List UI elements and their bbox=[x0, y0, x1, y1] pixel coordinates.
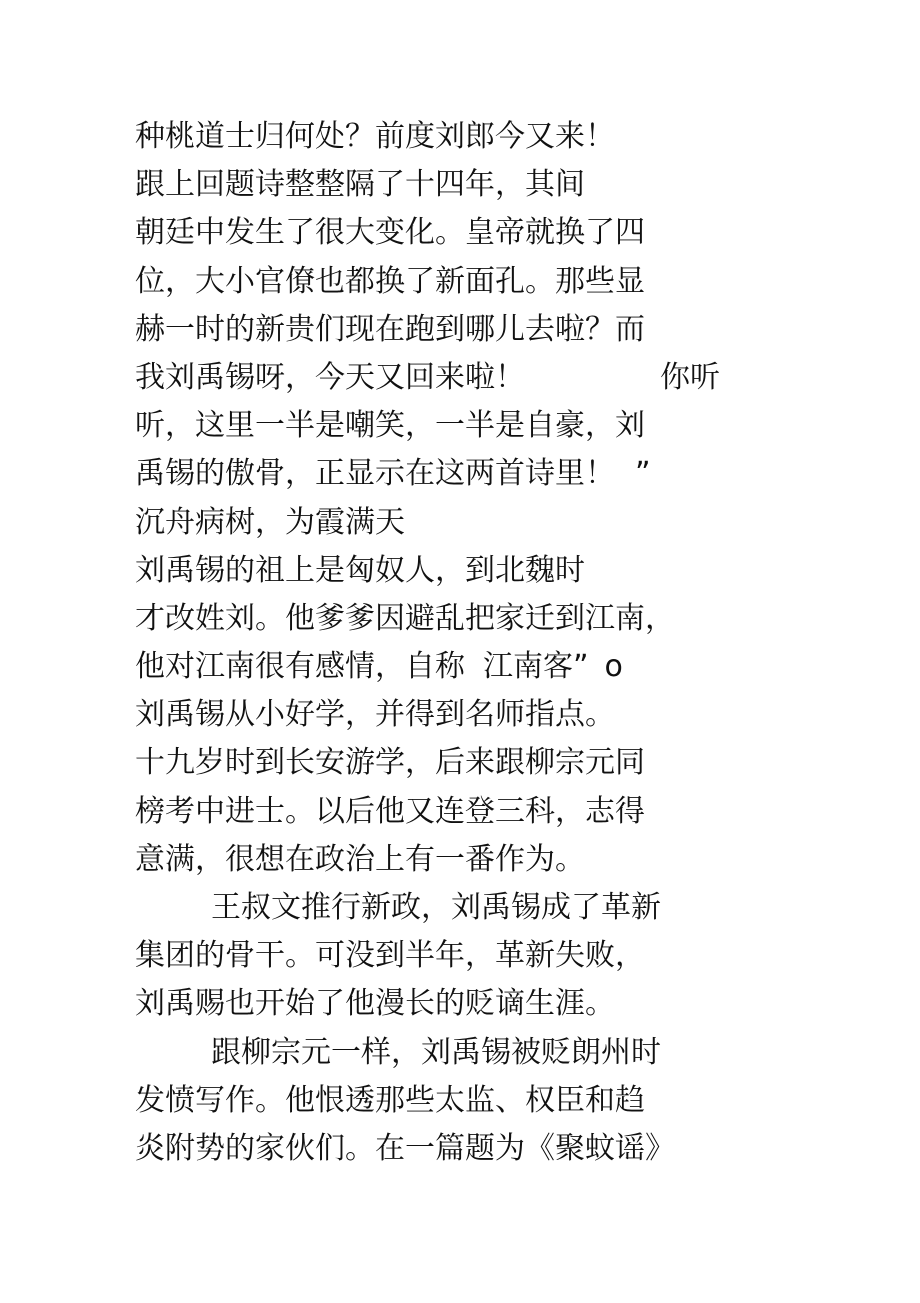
text-line: 十九岁时到长安游学，后来跟柳宗元同 bbox=[135, 745, 645, 781]
paragraph-start-line: 王叔文推行新政，刘禹锡成了革新 bbox=[211, 890, 661, 925]
text-line: 沉舟病树，为霞满天 bbox=[135, 504, 405, 540]
text-line: 炎附势的家伙们。在一篇题为《聚蚊谣》 bbox=[135, 1130, 675, 1166]
text-line: 发愤写作。他恨透那些太监、权臣和趋 bbox=[135, 1082, 645, 1118]
text-fragment: 我刘禹锡呀，今天又回来啦！ bbox=[135, 359, 525, 395]
text-line: 榜考中进士。以后他又连登三科，志得 bbox=[135, 793, 645, 829]
text-body bbox=[135, 113, 775, 1173]
text-line: 集团的骨干。可没到半年，革新失败， bbox=[135, 938, 645, 974]
text-fragment: 他对江南很有感情，自称 bbox=[135, 649, 465, 685]
text-line: 种桃道士归何处？前度刘郎今又来！ bbox=[135, 119, 615, 154]
text-line bbox=[135, 643, 775, 691]
text-line: 刘禹锡从小好学，并得到名师指点。 bbox=[135, 697, 615, 733]
text-line: 才改姓刘。他爹爹因避乱把家迁到江南， bbox=[135, 600, 675, 636]
text-fragment: 你听 bbox=[660, 359, 720, 395]
stray-mark: o bbox=[604, 649, 623, 685]
text-line: 刘禹锡的祖上是匈奴人，到北魏时 bbox=[135, 552, 585, 588]
text-line: 赫一时的新贵们现在跑到哪儿去啦？而 bbox=[135, 311, 645, 347]
text-line: 位，大小官僚也都换了新面孔。那些显 bbox=[135, 263, 645, 299]
text-fragment: 禹锡的傲骨，正显示在这两首诗里！ bbox=[135, 456, 615, 492]
text-line: 听，这里一半是嘲笑，一半是自豪，刘 bbox=[135, 408, 645, 444]
text-fragment: 江南客” bbox=[483, 649, 589, 685]
paragraph-start-line: 跟柳宗元一样，刘禹锡被贬朗州时 bbox=[211, 1034, 661, 1070]
text-line: 朝廷中发生了很大变化。皇帝就换了四 bbox=[135, 215, 645, 251]
text-line: 跟上回题诗整整隔了十四年，其间 bbox=[135, 167, 585, 203]
text-line: 刘禹赐也开始了他漫长的贬谪生涯。 bbox=[135, 986, 615, 1022]
text-line: 意满，很想在政治上有一番作为。 bbox=[135, 841, 585, 877]
closing-quote: ” bbox=[635, 456, 651, 492]
text-line bbox=[135, 354, 775, 402]
text-line bbox=[135, 450, 775, 498]
